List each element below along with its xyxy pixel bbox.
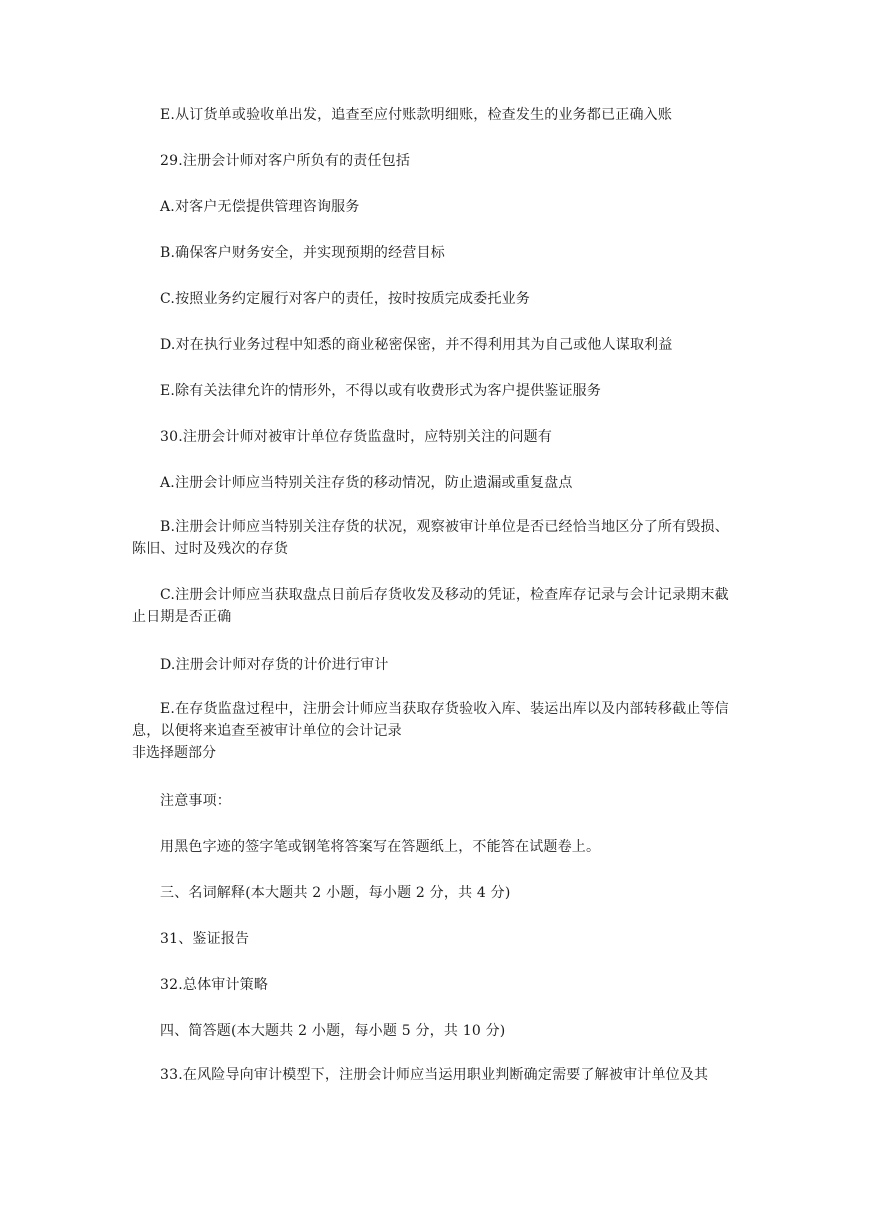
option-30-e: E.在存货监盘过程中，注册会计师应当获取存货验收入库、装运出库以及内部转移截止等信息，以便将来追查至被审计单位的会计记录 (132, 701, 729, 739)
question-30: 30.注册会计师对被审计单位存货监盘时，应特别关注的问题有 (160, 429, 553, 445)
option-30-d: D.注册会计师对存货的计价进行审计 (160, 657, 389, 673)
option-30-a: A.注册会计师应当特别关注存货的移动情况，防止遗漏或重复盘点 (160, 475, 573, 491)
option-29-d: D.对在执行业务过程中知悉的商业秘密保密，并不得利用其为自己或他人谋取利益 (160, 337, 673, 353)
question-32: 32.总体审计策略 (160, 977, 269, 993)
option-28-e: E.从订货单或验收单出发，追查至应付账款明细账，检查发生的业务都已正确入账 (160, 107, 673, 123)
question-33: 33.在风险导向审计模型下，注册会计师应当运用职业判断确定需要了解被审计单位及其 (160, 1067, 709, 1083)
question-29: 29.注册会计师对客户所负有的责任包括 (160, 153, 411, 169)
option-29-c: C.按照业务约定履行对客户的责任，按时按质完成委托业务 (160, 291, 531, 307)
option-30-b: B.注册会计师应当特别关注存货的状况，观察被审计单位是否已经恰当地区分了所有毁损、陈旧、过时及残次的存货 (132, 519, 729, 557)
option-29-e: E.除有关法律允许的情形外，不得以或有收费形式为客户提供鉴证服务 (160, 383, 602, 399)
option-29-a: A.对客户无偿提供管理咨询服务 (160, 199, 360, 215)
notice-heading: 注意事项： (160, 793, 231, 809)
question-31: 31、鉴证报告 (160, 931, 250, 947)
section-four-heading: 四、简答题(本大题共 2 小题，每小题 5 分，共 10 分) (160, 1023, 506, 1039)
notice-text: 用黑色字迹的签字笔或钢笔将答案写在答题纸上，不能答在试题卷上。 (160, 839, 601, 855)
option-30-c: C.注册会计师应当获取盘点日前后存货收发及移动的凭证，检查库存记录与会计记录期末截止日期是否正确 (132, 587, 729, 625)
section-three-heading: 三、名词解释(本大题共 2 小题，每小题 2 分，共 4 分) (160, 885, 511, 901)
section-heading-non-choice: 非选择题部分 (132, 745, 216, 761)
option-29-b: B.确保客户财务安全，并实现预期的经营目标 (160, 245, 445, 261)
